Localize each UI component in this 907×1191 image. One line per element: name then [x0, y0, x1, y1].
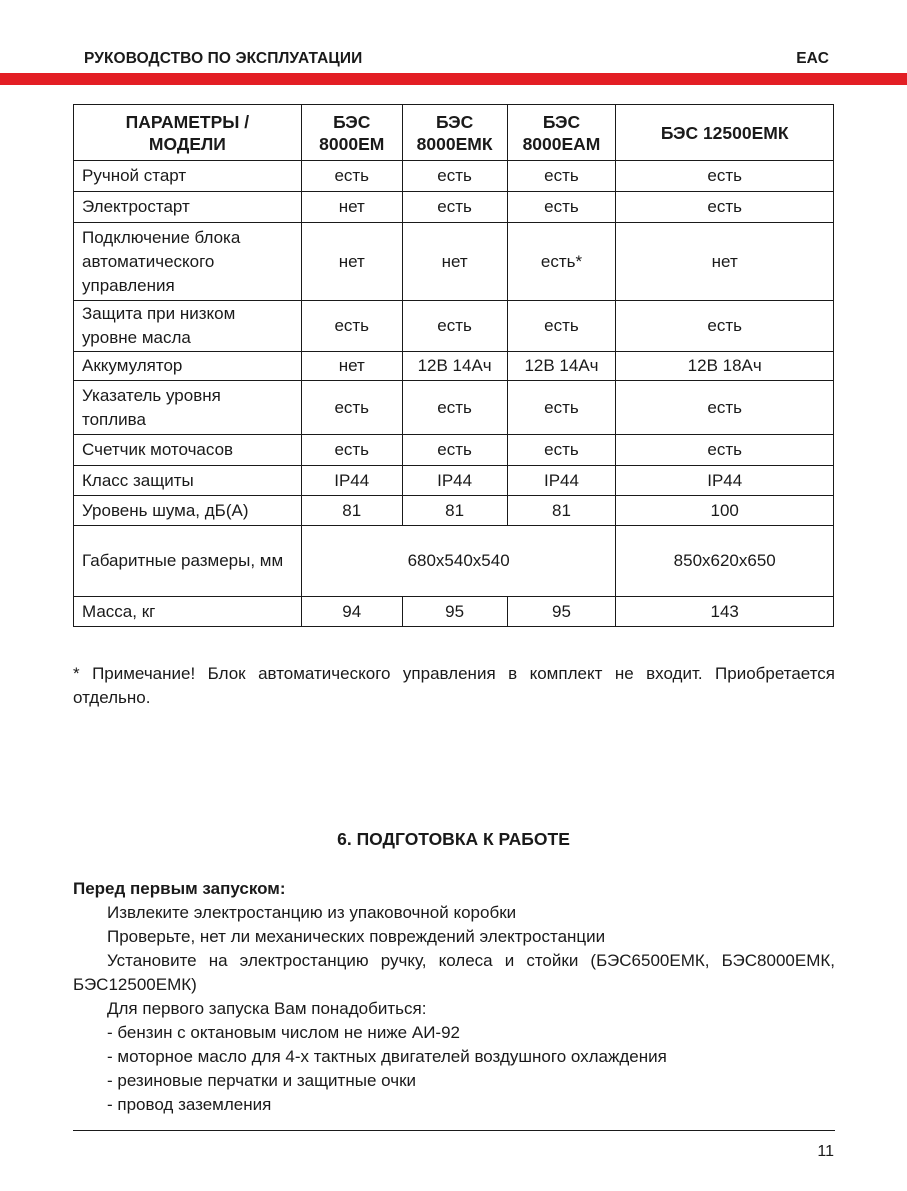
param-cell: Уровень шума, дБ(А) [74, 496, 302, 526]
header-model-8000emk: БЭС 8000ЕМК [402, 105, 507, 161]
value-cell: есть [616, 161, 834, 192]
header-red-bar [0, 73, 907, 85]
value-cell: 95 [507, 597, 616, 627]
value-cell: IP44 [301, 466, 402, 496]
value-cell: нет [301, 223, 402, 301]
table-row [74, 597, 834, 627]
value-cell: есть [402, 381, 507, 435]
value-cell: нет [616, 223, 834, 301]
section-title: 6. ПОДГОТОВКА К РАБОТЕ [337, 829, 570, 849]
table-footnote: * Примечание! Блок автоматического управления в комплект не входит. Приобретается отдельно. [73, 664, 835, 707]
list-item: - моторное масло для 4-х тактных двигателей воздушного охлаждения [107, 1047, 667, 1066]
paragraph: Проверьте, нет ли механических повреждений электростанции [107, 927, 606, 946]
value-cell: IP44 [402, 466, 507, 496]
value-cell: 81 [301, 496, 402, 526]
value-cell: есть [301, 381, 402, 435]
header-model-8000eam: БЭС 8000ЕАМ [507, 105, 616, 161]
param-cell: Указатель уровня топлива [74, 381, 302, 435]
table-row [74, 223, 834, 301]
value-cell: есть [616, 301, 834, 352]
value-cell: нет [301, 192, 402, 223]
value-cell: 12В 14Ач [507, 352, 616, 381]
list-item: - резиновые перчатки и защитные очки [107, 1071, 416, 1090]
paragraph: Установите на электростанцию ручку, колеса и стойки (БЭС6500ЕМК, БЭС8000ЕМК, БЭС12500ЕМК) [73, 951, 835, 994]
table-row [74, 381, 834, 435]
param-cell: Счетчик моточасов [74, 435, 302, 466]
table-row [74, 352, 834, 381]
page-number: 11 [817, 1143, 834, 1160]
value-cell: есть [402, 192, 507, 223]
table-row [74, 466, 834, 496]
table-row [74, 192, 834, 223]
value-cell: есть [507, 161, 616, 192]
value-cell-merged: 680х540х540 [301, 526, 616, 597]
value-cell: 95 [402, 597, 507, 627]
param-cell: Класс защиты [74, 466, 302, 496]
value-cell: есть [507, 192, 616, 223]
value-cell: есть [301, 161, 402, 192]
header-model-8000em: БЭС 8000ЕМ [301, 105, 402, 161]
value-cell: есть [507, 381, 616, 435]
value-cell: есть [616, 381, 834, 435]
paragraph: Для первого запуска Вам понадобиться: [107, 999, 427, 1018]
specifications-table [73, 104, 834, 627]
value-cell: нет [301, 352, 402, 381]
section-subtitle: Перед первым запуском: [73, 879, 286, 898]
param-cell: Электростарт [74, 192, 302, 223]
param-cell: Подключение блока автоматического управления [74, 223, 302, 301]
table-row [74, 526, 834, 597]
value-cell: есть [301, 435, 402, 466]
value-cell: есть [301, 301, 402, 352]
param-cell: Ручной старт [74, 161, 302, 192]
table-header-row [74, 105, 834, 161]
value-cell: 81 [507, 496, 616, 526]
param-cell: Защита при низком уровне масла [74, 301, 302, 352]
document-header-title: РУКОВОДСТВО ПО ЭКСПЛУАТАЦИИ [84, 50, 363, 67]
param-cell: Масса, кг [74, 597, 302, 627]
value-cell: 12В 14Ач [402, 352, 507, 381]
list-item: - провод заземления [107, 1095, 272, 1114]
table-row [74, 496, 834, 526]
value-cell: нет [402, 223, 507, 301]
value-cell: 100 [616, 496, 834, 526]
header-parameters: ПАРАМЕТРЫ / МОДЕЛИ [74, 105, 302, 161]
value-cell: 81 [402, 496, 507, 526]
footer-divider [73, 1130, 835, 1131]
paragraph: Извлеките электростанцию из упаковочной коробки [107, 903, 517, 922]
param-cell: Габаритные размеры, мм [74, 526, 302, 597]
value-cell: IP44 [616, 466, 834, 496]
value-cell: 94 [301, 597, 402, 627]
value-cell: есть* [507, 223, 616, 301]
value-cell: есть [507, 435, 616, 466]
param-cell: Аккумулятор [74, 352, 302, 381]
header-model-12500emk: БЭС 12500ЕМК [616, 105, 834, 161]
table-row [74, 435, 834, 466]
list-item: - бензин с октановым числом не ниже АИ-92 [107, 1023, 460, 1042]
value-cell: есть [616, 435, 834, 466]
eac-mark: EAC [796, 50, 829, 67]
value-cell: есть [616, 192, 834, 223]
section-body [73, 877, 835, 1117]
value-cell: IP44 [507, 466, 616, 496]
value-cell: есть [507, 301, 616, 352]
table-row [74, 301, 834, 352]
value-cell: 12В 18Ач [616, 352, 834, 381]
value-cell: есть [402, 435, 507, 466]
table-row [74, 161, 834, 192]
value-cell: есть [402, 161, 507, 192]
value-cell: 850х620х650 [616, 526, 834, 597]
value-cell: 143 [616, 597, 834, 627]
value-cell: есть [402, 301, 507, 352]
